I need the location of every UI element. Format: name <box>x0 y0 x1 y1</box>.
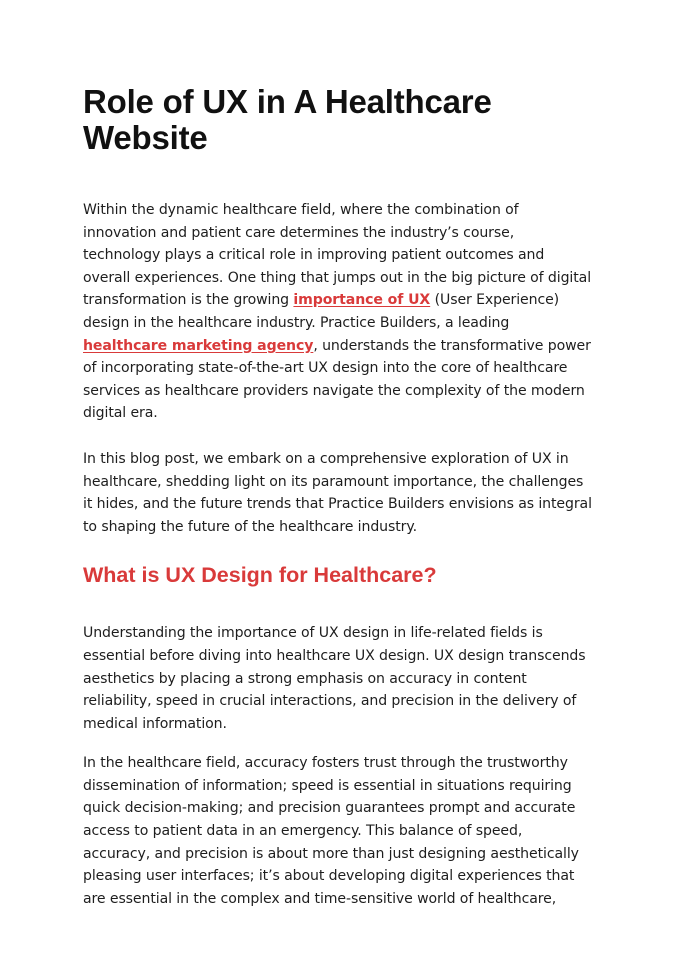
healthcare-marketing-agency-link[interactable]: healthcare marketing agency <box>83 337 314 354</box>
intro-paragraph-1 <box>83 199 592 425</box>
intro-paragraph-2: In this blog post, we embark on a comprehensive exploration of UX in healthcare, shedding light on its paramount importance, the challenges it hides, and the future trends that Practice Builders envisions as integral to shaping the future of the healthcare industry. <box>83 450 592 535</box>
section-heading: What is UX Design for Healthcare? <box>83 563 437 588</box>
intro-text-segment: , understands the transformative power of incorporating state-of-the-art UX design into the core of healthcare services as healthcare providers navigate the complexity of the modern digital era. <box>83 337 591 422</box>
section-paragraph-2: In the healthcare field, accuracy fosters trust through the trustworthy dissemination of information; speed is essential in situations requiring quick decision-making; and precision guarantees prompt and accurate access to patient data in an emergency. This balance of speed, accuracy, and precision is about more than just designing aesthetically pleasing user interfaces; it’s about developing digital experiences that are essential in the complex and time-sensitive world of healthcare, <box>83 755 579 907</box>
intro-text-segment: (User Experience) design in the healthcare industry. Practice Builders, a leading <box>83 292 560 331</box>
page-title: Role of UX in A Healthcare Website <box>83 83 492 156</box>
intro-text-segment: Within the dynamic healthcare field, where the combination of innovation and patient care determines the industry’s course, technology plays a critical role in improving patient outcomes and overall experiences. One thing that jumps out in the big picture of digital transformation is the growing <box>83 202 592 309</box>
importance-of-ux-link[interactable]: importance of UX <box>293 292 431 309</box>
section-paragraph-1: Understanding the importance of UX design in life-related fields is essential before diving into healthcare UX design. UX design transcends aesthetics by placing a strong emphasis on accuracy in content reliability, speed in crucial interactions, and precision in the delivery of medical information. <box>83 625 586 732</box>
